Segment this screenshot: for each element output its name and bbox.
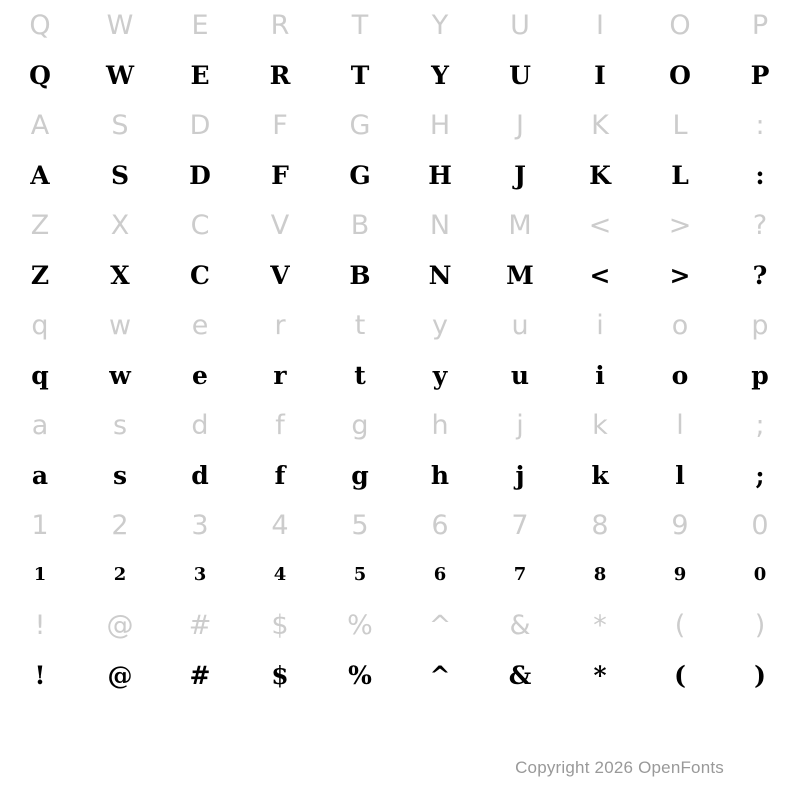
glyph-cell: < bbox=[589, 260, 611, 290]
glyph-cell: g bbox=[351, 460, 369, 490]
glyph-cell: # bbox=[188, 609, 212, 641]
glyph-cell: k bbox=[592, 409, 608, 441]
glyph-row bbox=[0, 150, 800, 200]
glyph-cell: B bbox=[350, 209, 370, 241]
glyph-cell: O bbox=[669, 60, 691, 90]
glyph-cell: f bbox=[274, 460, 286, 490]
glyph-cell: ^ bbox=[428, 609, 452, 641]
glyph-cell: % bbox=[347, 609, 373, 641]
glyph-cell: g bbox=[351, 409, 369, 441]
glyph-cell: 9 bbox=[673, 564, 687, 585]
glyph-cell: 0 bbox=[751, 509, 769, 541]
glyph-row bbox=[0, 600, 800, 650]
glyph-cell: 4 bbox=[273, 564, 287, 585]
glyph-row bbox=[0, 100, 800, 150]
glyph-cell: i bbox=[596, 309, 604, 341]
glyph-cell: 0 bbox=[753, 564, 767, 585]
glyph-cell: : bbox=[755, 109, 765, 141]
glyph-cell: 5 bbox=[351, 509, 369, 541]
glyph-cell: u bbox=[510, 360, 530, 390]
glyph-row bbox=[0, 450, 800, 500]
glyph-cell: i bbox=[595, 360, 605, 390]
glyph-cell: 5 bbox=[353, 564, 367, 585]
glyph-cell: W bbox=[105, 60, 135, 90]
glyph-cell: J bbox=[514, 160, 526, 190]
glyph-cell: 1 bbox=[31, 509, 49, 541]
glyph-cell: ( bbox=[674, 660, 686, 690]
glyph-cell: C bbox=[190, 260, 210, 290]
glyph-row bbox=[0, 500, 800, 550]
glyph-cell: * bbox=[593, 609, 607, 641]
glyph-cell: P bbox=[750, 60, 770, 90]
glyph-cell: ^ bbox=[429, 660, 451, 690]
glyph-cell: s bbox=[112, 409, 128, 441]
copyright-notice: Copyright 2026 OpenFonts bbox=[515, 758, 724, 777]
glyph-cell: * bbox=[593, 660, 607, 690]
glyph-cell: ; bbox=[755, 409, 765, 441]
glyph-cell: q bbox=[31, 309, 49, 341]
glyph-row bbox=[0, 250, 800, 300]
glyph-cell: f bbox=[275, 409, 285, 441]
glyph-cell: R bbox=[269, 60, 291, 90]
glyph-cell: P bbox=[751, 9, 769, 41]
glyph-row bbox=[0, 0, 800, 50]
glyph-cell: @ bbox=[107, 660, 133, 690]
glyph-cell: A bbox=[30, 109, 50, 141]
glyph-cell: S bbox=[110, 160, 130, 190]
glyph-row bbox=[0, 350, 800, 400]
glyph-cell: C bbox=[190, 209, 210, 241]
glyph-cell: J bbox=[516, 109, 524, 141]
glyph-cell: 7 bbox=[513, 564, 527, 585]
glyph-cell: a bbox=[31, 409, 49, 441]
glyph-cell: 2 bbox=[113, 564, 127, 585]
glyph-cell: B bbox=[349, 260, 371, 290]
glyph-cell: V bbox=[270, 260, 290, 290]
glyph-cell: d bbox=[191, 460, 209, 490]
glyph-cell: E bbox=[191, 9, 209, 41]
glyph-cell: e bbox=[192, 360, 208, 390]
glyph-row bbox=[0, 400, 800, 450]
glyph-cell: R bbox=[270, 9, 290, 41]
glyph-cell: 9 bbox=[671, 509, 689, 541]
glyph-cell: H bbox=[428, 160, 452, 190]
glyph-cell: j bbox=[516, 409, 524, 441]
glyph-cell: $ bbox=[271, 609, 289, 641]
glyph-cell: q bbox=[31, 360, 49, 390]
glyph-cell: 6 bbox=[433, 564, 447, 585]
glyph-cell: 4 bbox=[271, 509, 289, 541]
glyph-cell: : bbox=[755, 160, 765, 190]
glyph-cell: 8 bbox=[593, 564, 607, 585]
glyph-cell: j bbox=[515, 460, 525, 490]
glyph-row bbox=[0, 50, 800, 100]
glyph-cell: ? bbox=[752, 260, 768, 290]
glyph-cell: T bbox=[351, 9, 369, 41]
glyph-cell: I bbox=[596, 9, 604, 41]
glyph-cell: F bbox=[271, 160, 289, 190]
glyph-cell: < bbox=[588, 209, 612, 241]
glyph-cell: 3 bbox=[193, 564, 207, 585]
glyph-cell: & bbox=[508, 660, 532, 690]
glyph-cell: V bbox=[270, 209, 290, 241]
glyph-cell: h bbox=[430, 460, 450, 490]
glyph-cell: 7 bbox=[511, 509, 529, 541]
glyph-cell: ( bbox=[674, 609, 686, 641]
glyph-cell: > bbox=[668, 209, 692, 241]
glyph-cell: Y bbox=[431, 60, 449, 90]
glyph-cell: d bbox=[191, 409, 209, 441]
glyph-cell: Y bbox=[431, 9, 449, 41]
glyph-cell: y bbox=[432, 309, 448, 341]
glyph-cell: s bbox=[112, 460, 128, 490]
glyph-cell: 1 bbox=[33, 564, 47, 585]
glyph-cell: U bbox=[509, 60, 531, 90]
glyph-row bbox=[0, 200, 800, 250]
glyph-cell: T bbox=[350, 60, 370, 90]
glyph-cell: ) bbox=[754, 609, 766, 641]
glyph-cell: 8 bbox=[591, 509, 609, 541]
glyph-cell: Q bbox=[29, 9, 51, 41]
glyph-cell: K bbox=[591, 109, 609, 141]
glyph-cell: p bbox=[751, 360, 769, 390]
glyph-cell: L bbox=[671, 160, 689, 190]
glyph-row bbox=[0, 300, 800, 350]
glyph-cell: A bbox=[30, 160, 50, 190]
glyph-row bbox=[0, 650, 800, 700]
glyph-cell: L bbox=[672, 109, 688, 141]
glyph-cell: H bbox=[429, 109, 451, 141]
glyph-row bbox=[0, 550, 800, 600]
glyph-cell: t bbox=[354, 360, 366, 390]
glyph-cell: U bbox=[510, 9, 530, 41]
glyph-cell: Q bbox=[29, 60, 51, 90]
glyph-cell: K bbox=[589, 160, 611, 190]
glyph-cell: > bbox=[669, 260, 691, 290]
glyph-cell: W bbox=[106, 9, 134, 41]
glyph-cell: M bbox=[508, 209, 532, 241]
glyph-cell: 6 bbox=[431, 509, 449, 541]
glyph-cell: G bbox=[349, 160, 371, 190]
glyph-cell: l bbox=[676, 409, 684, 441]
glyph-cell: k bbox=[591, 460, 609, 490]
glyph-cell: r bbox=[274, 309, 286, 341]
glyph-cell: M bbox=[506, 260, 534, 290]
glyph-cell: X bbox=[110, 260, 130, 290]
glyph-cell: p bbox=[751, 309, 769, 341]
glyph-cell: o bbox=[671, 360, 689, 390]
glyph-cell: y bbox=[432, 360, 448, 390]
glyph-cell: ? bbox=[752, 209, 768, 241]
glyph-cell: I bbox=[594, 60, 606, 90]
glyph-cell: a bbox=[31, 460, 49, 490]
glyph-cell: ! bbox=[34, 660, 46, 690]
glyph-cell: r bbox=[273, 360, 287, 390]
glyph-cell: N bbox=[429, 209, 451, 241]
glyph-cell: o bbox=[671, 309, 689, 341]
glyph-cell: Z bbox=[30, 260, 50, 290]
glyph-cell: ; bbox=[755, 460, 765, 490]
glyph-cell: l bbox=[675, 460, 685, 490]
glyph-cell: h bbox=[431, 409, 449, 441]
glyph-cell: @ bbox=[106, 609, 134, 641]
glyph-cell: u bbox=[511, 309, 529, 341]
glyph-cell: N bbox=[428, 260, 452, 290]
glyph-cell: 2 bbox=[111, 509, 129, 541]
glyph-cell: F bbox=[272, 109, 288, 141]
glyph-cell: D bbox=[189, 109, 211, 141]
glyph-cell: t bbox=[354, 309, 366, 341]
glyph-cell: O bbox=[669, 9, 691, 41]
glyph-cell: w bbox=[108, 309, 132, 341]
glyph-cell: E bbox=[190, 60, 210, 90]
glyph-cell: Z bbox=[30, 209, 50, 241]
glyph-cell: w bbox=[109, 360, 131, 390]
glyph-cell: # bbox=[189, 660, 211, 690]
glyph-cell: ) bbox=[754, 660, 766, 690]
glyph-cell: 3 bbox=[191, 509, 209, 541]
glyph-cell: G bbox=[349, 109, 371, 141]
glyph-cell: % bbox=[348, 660, 372, 690]
glyph-cell: $ bbox=[271, 660, 289, 690]
glyph-cell: S bbox=[111, 109, 129, 141]
glyph-cell: ! bbox=[34, 609, 46, 641]
glyph-cell: e bbox=[191, 309, 209, 341]
glyph-cell: X bbox=[110, 209, 130, 241]
glyph-cell: & bbox=[509, 609, 531, 641]
glyph-cell: D bbox=[189, 160, 211, 190]
